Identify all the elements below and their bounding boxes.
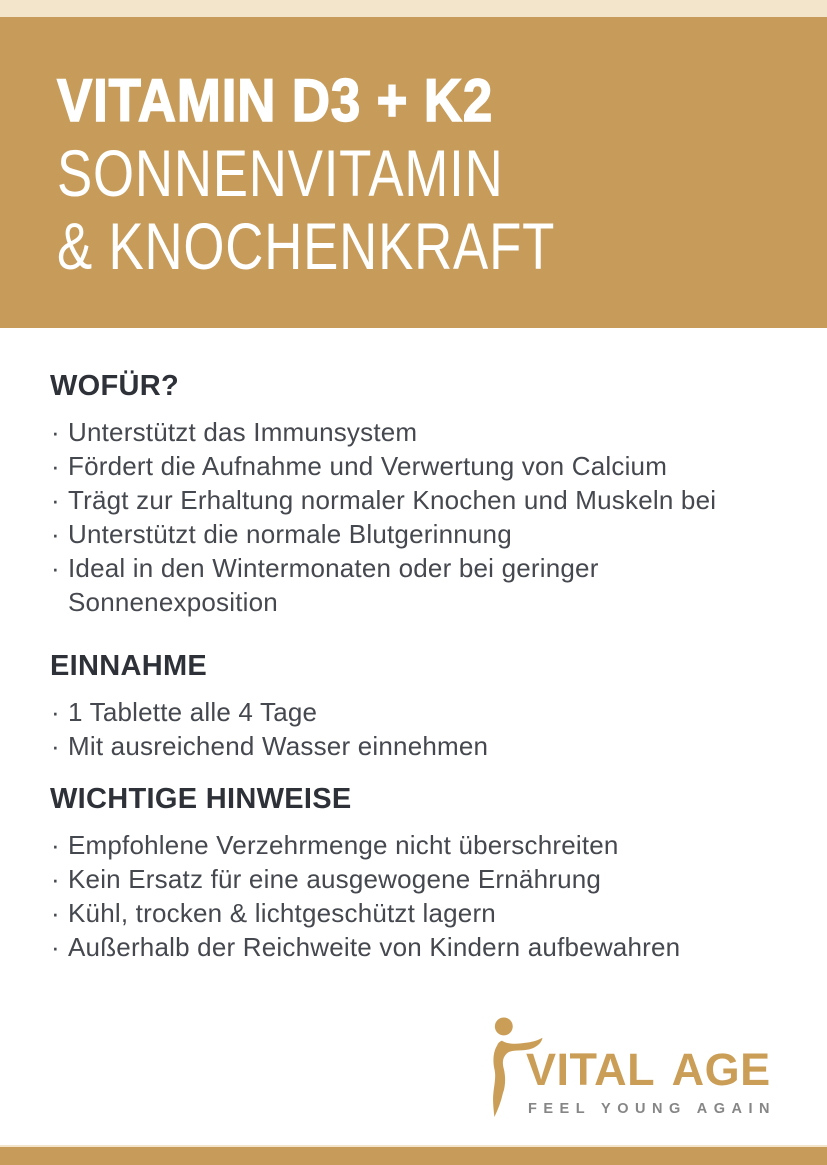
bullet-item: · Trägt zur Erhaltung normaler Knochen und Muskeln bei [50,483,787,517]
top-cream-strip [0,0,827,17]
product-subtitle-line1: SONNENVITAMIN [57,136,504,210]
bullet-list-wofuer [50,415,787,619]
vital-age-logo [480,1008,810,1126]
product-title: VITAMIN D3 + K2 [57,67,494,134]
bullet-item: · Kühl, trocken & lichtgeschützt lagern [50,896,787,930]
bullet-list-einnahme [50,695,787,763]
section-wofuer [50,372,787,619]
header-banner [0,17,827,328]
bullet-item: · Ideal in den Wintermonaten oder bei geringer Sonnenexposition [50,551,787,619]
section-heading-wofuer: WOFÜR? [50,370,180,402]
bullet-item: · Kein Ersatz für eine ausgewogene Ernährung [50,862,787,896]
label-content [50,372,787,964]
bullet-list-wichtige-hinweise [50,828,787,964]
bullet-item: · Mit ausreichend Wasser einnehmen [50,729,787,763]
brand-name: VITAL AGE [526,1044,771,1095]
bullet-item: · Empfohlene Verzehrmenge nicht überschreiten [50,828,787,862]
section-einnahme [50,652,787,763]
section-wichtige-hinweise [50,785,787,964]
bullet-item: · Unterstützt das Immunsystem [50,415,787,449]
bullet-item: · Fördert die Aufnahme und Verwertung von Calcium [50,449,787,483]
section-heading-wichtige-hinweise: WICHTIGE HINWEISE [50,783,352,815]
bottom-gold-bar [0,1145,827,1165]
brand-tagline: FEEL YOUNG AGAIN [528,1101,776,1117]
section-heading-einnahme: EINNAHME [50,650,208,682]
product-subtitle-line2: & KNOCHENKRAFT [57,209,556,283]
bullet-item: · 1 Tablette alle 4 Tage [50,695,787,729]
bullet-item: · Unterstützt die normale Blutgerinnung [50,517,787,551]
bullet-item: · Außerhalb der Reichweite von Kindern aufbewahren [50,930,787,964]
